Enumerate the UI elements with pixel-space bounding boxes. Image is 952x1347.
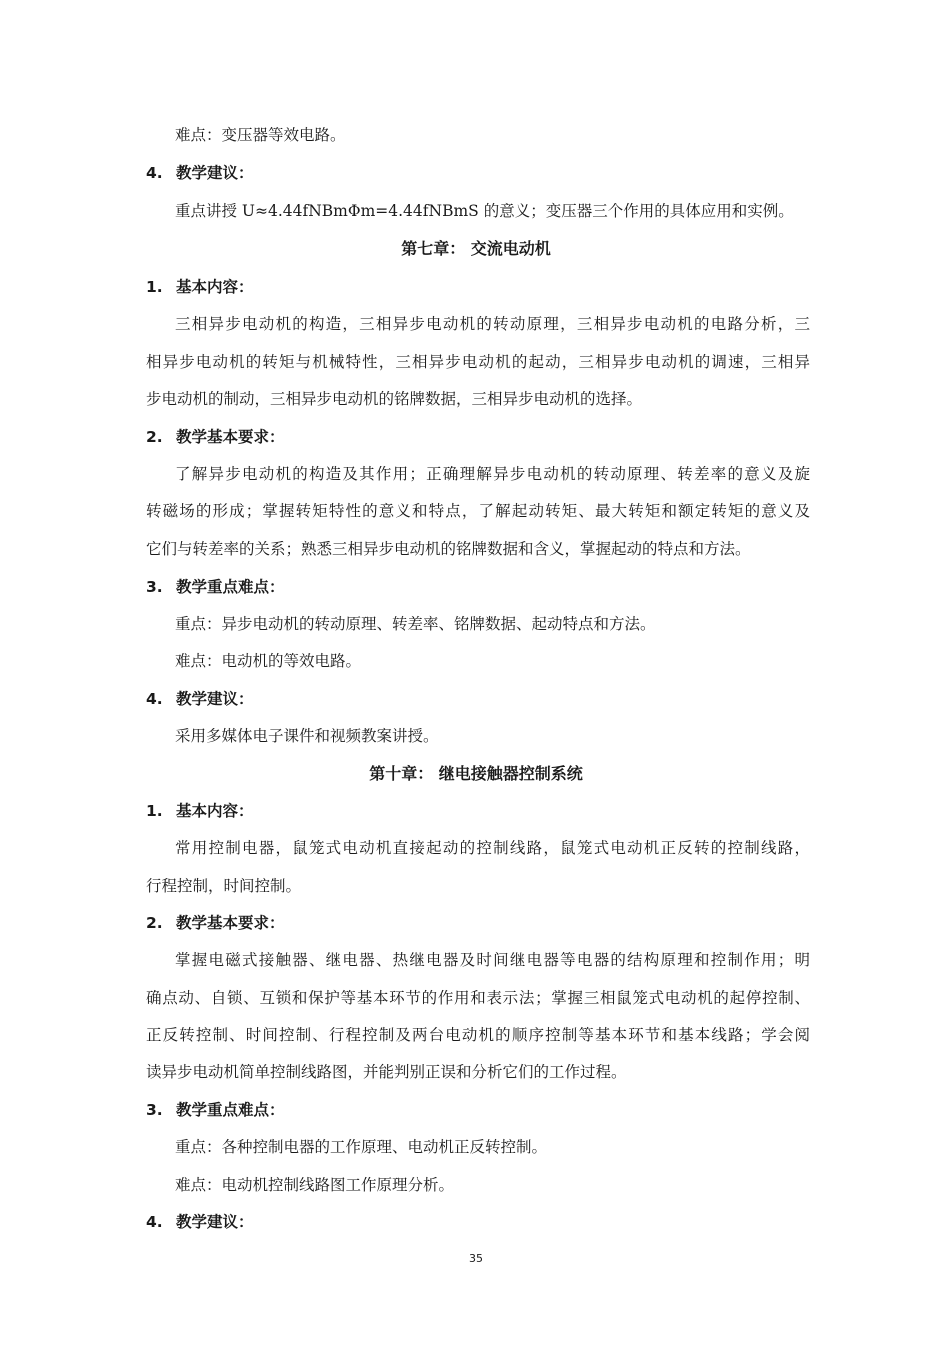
- section-title: 基本内容：: [176, 802, 254, 820]
- ch7-section-3-heading: [146, 575, 810, 597]
- ch10-section-2-heading: [146, 911, 810, 933]
- section-title: 教学建议：: [176, 1213, 254, 1231]
- page-number: 35: [469, 1252, 483, 1265]
- ch7-requirement-line: 转磁场的形成；掌握转矩特性的意义和特点，了解起动转矩、最大转矩和额定转矩的意义及: [146, 502, 810, 520]
- ch7-section-1-heading: [146, 275, 810, 297]
- section-title: 教学建议：: [176, 690, 254, 708]
- section-title: 教学基本要求：: [176, 428, 285, 446]
- ch10-requirement-line: 读异步电动机简单控制线路图，并能判别正误和分析它们的工作过程。: [146, 1063, 627, 1081]
- chapter-10-title: 第十章： 继电接触器控制系统: [369, 764, 583, 783]
- ch10-requirement-line: 掌握电磁式接触器、继电器、热继电器及时间继电器等电器的结构原理和控制作用；明: [175, 951, 810, 969]
- section-number: 2.: [146, 428, 163, 446]
- ch7-difficult-point: 难点：电动机的等效电路。: [175, 652, 362, 670]
- ch7-requirement-line: 了解异步电动机的构造及其作用；正确理解异步电动机的转动原理、转差率的意义及旋: [175, 465, 810, 483]
- section-title: 教学建议：: [176, 164, 254, 182]
- ch7-teaching-advice: 采用多媒体电子课件和视频教案讲授。: [175, 727, 439, 745]
- section-title: 教学重点难点：: [176, 1101, 285, 1119]
- ch6-teaching-advice: 重点讲授 U≈4.44fNBmΦm=4.44fNBmS 的意义；变压器三个作用的具体应用和实例。: [175, 202, 794, 220]
- section-title: 教学重点难点：: [176, 578, 285, 596]
- ch7-basic-content-line: 相异步电动机的转矩与机械特性，三相异步电动机的起动，三相异步电动机的调速，三相异: [146, 353, 810, 371]
- section-title: 基本内容：: [176, 278, 254, 296]
- section-number: 4.: [146, 690, 163, 708]
- section-number: 3.: [146, 1101, 163, 1119]
- section-number: 1.: [146, 802, 163, 820]
- section-number: 3.: [146, 578, 163, 596]
- ch10-requirement-line: 确点动、自锁、互锁和保护等基本环节的作用和表示法；掌握三相鼠笼式电动机的起停控制、: [146, 989, 810, 1007]
- ch7-key-point: 重点：异步电动机的转动原理、转差率、铭牌数据、起动特点和方法。: [175, 615, 656, 633]
- ch7-section-2-heading: [146, 425, 810, 447]
- ch10-basic-content-line: 行程控制，时间控制。: [146, 877, 302, 895]
- section-number: 4.: [146, 1213, 163, 1231]
- ch10-requirement-line: 正反转控制、时间控制、行程控制及两台电动机的顺序控制等基本环节和基本线路；学会阅: [146, 1026, 810, 1044]
- ch10-section-3-heading: [146, 1098, 810, 1120]
- section-title: 教学基本要求：: [176, 914, 285, 932]
- ch10-section-4-heading: [146, 1210, 810, 1232]
- ch7-section-4-heading: [146, 687, 810, 709]
- section-number: 2.: [146, 914, 163, 932]
- ch7-basic-content-line: 三相异步电动机的构造，三相异步电动机的转动原理，三相异步电动机的电路分析，三: [175, 315, 810, 333]
- ch7-requirement-line: 它们与转差率的关系；熟悉三相异步电动机的铭牌数据和含义，掌握起动的特点和方法。: [146, 540, 751, 558]
- section-number: 1.: [146, 278, 163, 296]
- ch10-section-1-heading: [146, 799, 810, 821]
- ch6-difficult-point: 难点：变压器等效电路。: [175, 126, 346, 144]
- section-number: 4.: [146, 164, 163, 182]
- ch10-difficult-point: 难点：电动机控制线路图工作原理分析。: [175, 1176, 455, 1194]
- ch10-basic-content-line: 常用控制电器，鼠笼式电动机直接起动的控制线路，鼠笼式电动机正反转的控制线路，: [175, 839, 810, 857]
- ch6-section-4-heading: [146, 161, 810, 183]
- ch7-basic-content-line: 步电动机的制动，三相异步电动机的铭牌数据，三相异步电动机的选择。: [146, 390, 643, 408]
- chapter-7-title: 第七章： 交流电动机: [401, 239, 551, 258]
- ch10-key-point: 重点：各种控制电器的工作原理、电动机正反转控制。: [175, 1138, 548, 1156]
